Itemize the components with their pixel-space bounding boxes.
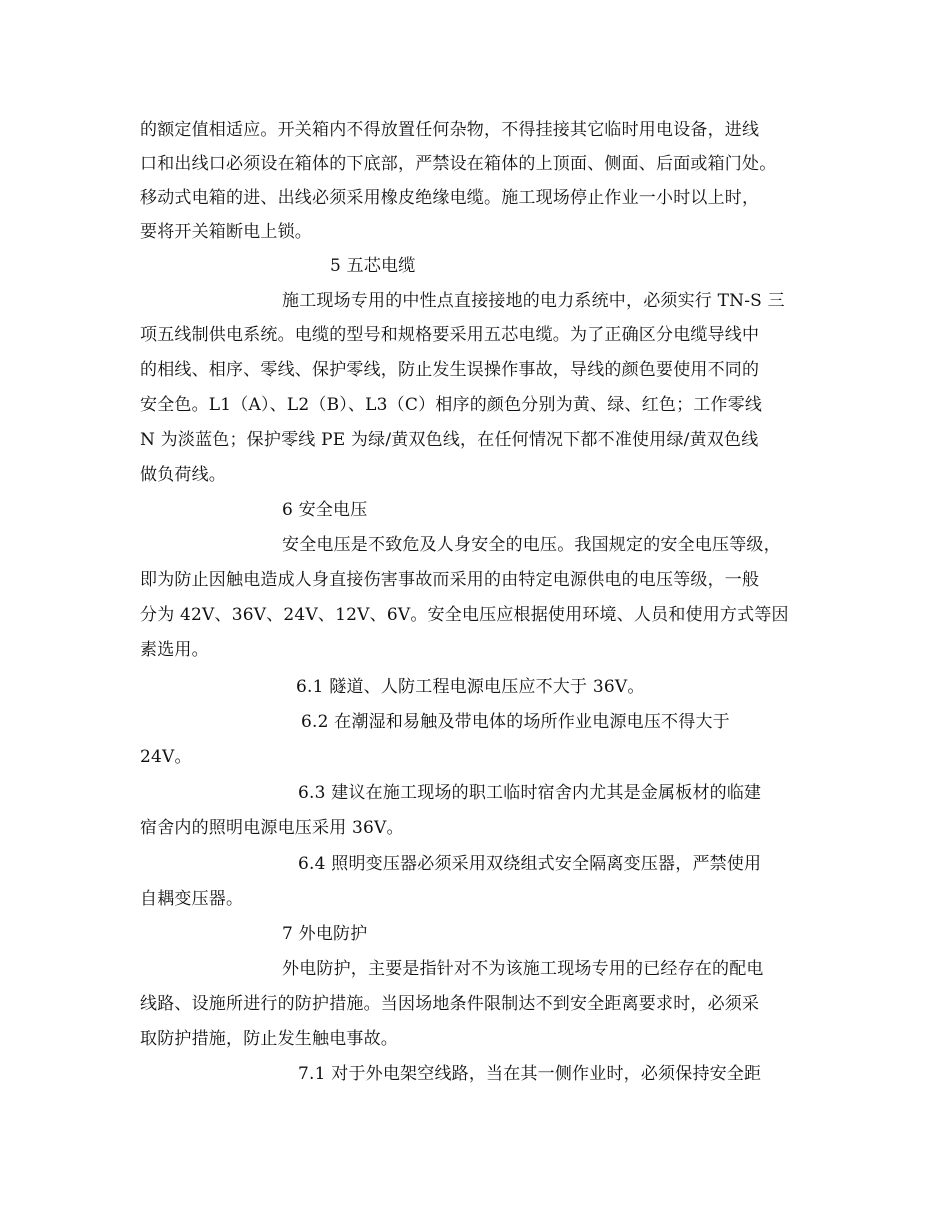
paragraph-line: 即为防止因触电造成人身直接伤害事故而采用的由特定电源供电的电压等级，一般 bbox=[140, 570, 760, 590]
paragraph-line: 安全电压是不致危及人身安全的电压。我国规定的安全电压等级， bbox=[282, 535, 781, 555]
section-heading: 6 安全电压 bbox=[282, 500, 368, 520]
list-item: 6.3 建议在施工现场的职工临时宿舍内尤其是金属板材的临建 bbox=[298, 783, 762, 803]
paragraph-line: 安全色。L1（A）、L2（B）、L3（C）相序的颜色分别为黄、绿、红色；工作零线 bbox=[140, 395, 763, 415]
paragraph-line: 移动式电箱的进、出线必须采用橡皮绝缘电缆。施工现场停止作业一小时以上时， bbox=[140, 188, 760, 208]
paragraph-line: 取防护措施，防止发生触电事故。 bbox=[140, 1029, 398, 1049]
list-item: 7.1 对于外电架空线路，当在其一侧作业时，必须保持安全距 bbox=[298, 1064, 762, 1084]
section-heading: 7 外电防护 bbox=[282, 924, 368, 944]
paragraph-line: 项五线制供电系统。电缆的型号和规格要采用五芯电缆。为了正确区分电缆导线中 bbox=[140, 325, 760, 345]
list-item: 6.4 照明变压器必须采用双绕组式安全隔离变压器，严禁使用 bbox=[298, 854, 762, 874]
paragraph-line: 要将开关箱断电上锁。 bbox=[140, 222, 312, 242]
paragraph-line: 24V。 bbox=[140, 747, 192, 767]
list-item: 6.2 在潮湿和易触及带电体的场所作业电源电压不得大于 bbox=[301, 712, 730, 732]
paragraph-line: 自耦变压器。 bbox=[140, 889, 244, 909]
paragraph-line: 施工现场专用的中性点直接接地的电力系统中，必须实行 TN-S 三 bbox=[282, 291, 785, 311]
paragraph-line: 做负荷线。 bbox=[140, 465, 226, 485]
paragraph-line: N 为淡蓝色；保护零线 PE 为绿/黄双色线，在任何情况下都不准使用绿/黄双色线 bbox=[140, 430, 759, 450]
paragraph-line: 线路、设施所进行的防护措施。当因场地条件限制达不到安全距离要求时，必须采 bbox=[140, 994, 760, 1014]
list-item: 6.1 隧道、人防工程电源电压应不大于 36V。 bbox=[296, 677, 645, 697]
paragraph-line: 的相线、相序、零线、保护零线，防止发生误操作事故，导线的颜色要使用不同的 bbox=[140, 360, 760, 380]
section-heading: 5 五芯电缆 bbox=[330, 256, 416, 276]
paragraph-line: 宿舍内的照明电源电压采用 36V。 bbox=[140, 818, 404, 838]
paragraph-line: 素选用。 bbox=[140, 640, 209, 660]
paragraph-line: 口和出线口必须设在箱体的下底部，严禁设在箱体的上顶面、侧面、后面或箱门处。 bbox=[140, 154, 777, 174]
paragraph-line: 分为 42V、36V、24V、12V、6V。安全电压应根据使用环境、人员和使用方式等因 bbox=[140, 605, 789, 625]
paragraph-line: 外电防护，主要是指针对不为该施工现场专用的已经存在的配电 bbox=[282, 959, 764, 979]
paragraph-line: 的额定值相适应。开关箱内不得放置任何杂物，不得挂接其它临时用电设备，进线 bbox=[140, 120, 760, 140]
